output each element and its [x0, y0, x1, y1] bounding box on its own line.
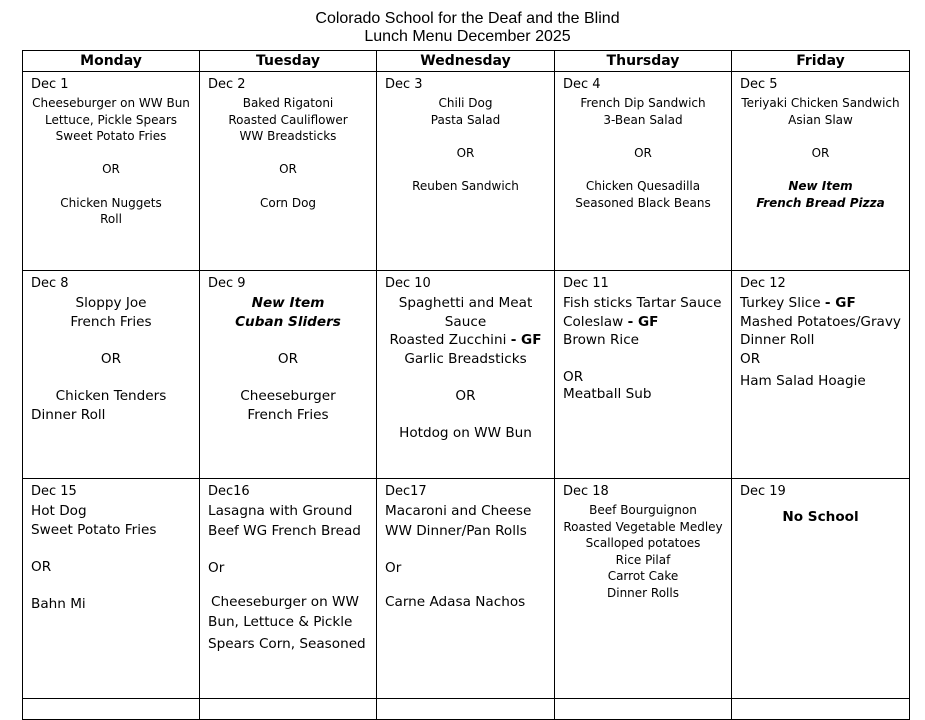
menu-item: Scalloped potatoes — [585, 536, 701, 551]
menu-item: Dinner Rolls — [607, 585, 679, 600]
menu-item: Macaroni and Cheese — [385, 503, 532, 519]
or-separator: OR — [455, 387, 476, 404]
menu-item: Roll — [100, 212, 122, 227]
menu-item: Carne Adasa Nachos — [385, 594, 526, 611]
menu-item: Chicken Quesadilla — [585, 178, 701, 193]
menu-item: Baked Rigatoni — [242, 96, 334, 110]
menu-item-name: Coleslaw — [563, 313, 624, 330]
menu-date: Dec 1 — [31, 77, 69, 92]
menu-item: Brown Rice — [563, 332, 640, 349]
menu-item: Lasagna with Ground — [208, 503, 353, 519]
menu-date: Dec 4 — [563, 77, 601, 92]
menu-cell — [732, 479, 910, 720]
menu-item: Mashed Potatoes/Gravy — [740, 313, 901, 330]
menu-item: Roasted Cauliflower — [228, 112, 348, 127]
menu-date: Dec 5 — [740, 77, 778, 92]
menu-cell — [377, 271, 555, 479]
menu-item: Hotdog on WW Bun — [399, 425, 532, 442]
menu-date: Dec 12 — [740, 276, 786, 291]
day-header-friday: Friday — [732, 51, 910, 72]
menu-item: Teriyaki Chicken Sandwich — [741, 96, 900, 110]
or-separator: OR — [563, 369, 584, 386]
menu-item: Beef WG French Bread — [208, 523, 361, 539]
menu-cell — [555, 271, 732, 479]
menu-item: Sauce — [444, 313, 487, 330]
week-row-2 — [23, 271, 910, 479]
menu-item: Corn Dog — [259, 195, 317, 210]
menu-date: Dec 15 — [31, 484, 77, 499]
menu-item: French Fries — [247, 406, 329, 423]
or-separator: OR — [102, 162, 120, 177]
menu-item: Spears Corn, Seasoned — [208, 636, 366, 653]
menu-item: Garlic Breadsticks — [404, 350, 527, 367]
menu-item: Ham Salad Hoagie — [740, 373, 866, 390]
menu-date: Dec 18 — [563, 484, 609, 499]
menu-item: Asian Slaw — [788, 112, 853, 127]
menu-cell — [200, 72, 377, 271]
menu-item: Fish sticks Tartar Sauce — [563, 295, 722, 311]
menu-item: Chili Dog — [438, 96, 493, 110]
menu-date: Dec 19 — [740, 484, 786, 499]
menu-item: Sloppy Joe — [75, 295, 147, 311]
menu-item: Bun, Lettuce & Pickle — [208, 614, 353, 631]
or-separator: OR — [811, 145, 830, 160]
menu-date: Dec17 — [385, 484, 427, 499]
day-header-thursday: Thursday — [555, 51, 732, 72]
menu-item — [563, 313, 723, 332]
gluten-free-badge: - GF — [824, 295, 856, 311]
new-item-label: New Item — [788, 178, 853, 193]
menu-item: Cuban Sliders — [235, 313, 341, 330]
no-school-label: No School — [782, 509, 859, 525]
menu-item: Chicken Nuggets — [60, 195, 162, 210]
menu-date: Dec16 — [208, 484, 250, 499]
week-row-1 — [23, 72, 910, 271]
menu-cell — [23, 72, 200, 271]
menu-item: Pasta Salad — [430, 112, 501, 127]
menu-item: Spaghetti and Meat — [398, 295, 533, 311]
menu-item: WW Breadsticks — [239, 129, 337, 144]
gluten-free-badge: - GF — [510, 332, 542, 349]
menu-item: Meatball Sub — [563, 385, 652, 402]
menu-date: Dec 2 — [208, 77, 246, 92]
menu-item: Roasted Vegetable Medley — [563, 519, 723, 534]
menu-item: 3-Bean Salad — [603, 112, 683, 127]
menu-item: Carrot Cake — [607, 569, 679, 584]
menu-item: French Bread Pizza — [756, 195, 885, 210]
menu-date: Dec 3 — [385, 77, 423, 92]
or-separator: OR — [100, 350, 122, 367]
school-title: Colorado School for the Deaf and the Blind — [315, 10, 620, 27]
week-row-3 — [23, 479, 910, 720]
or-separator: Or — [208, 559, 225, 576]
table-continuation-line — [22, 698, 909, 699]
day-header-monday: Monday — [23, 51, 200, 72]
menu-item: Sweet Potato Fries — [31, 521, 157, 538]
menu-date: Dec 9 — [208, 276, 246, 291]
menu-item: Hot Dog — [31, 503, 87, 519]
menu-item: French Dip Sandwich — [580, 96, 706, 110]
menu-date: Dec 8 — [31, 276, 69, 291]
menu-item: WW Dinner/Pan Rolls — [385, 523, 527, 539]
menu-cell — [555, 479, 732, 720]
menu-item: Cheeseburger on WW — [211, 594, 359, 611]
gluten-free-badge: - GF — [627, 313, 659, 330]
or-separator: OR — [456, 145, 475, 160]
or-separator: Or — [385, 559, 402, 576]
or-separator: OR — [279, 162, 297, 177]
menu-item: Lettuce, Pickle Spears — [44, 112, 178, 127]
menu-item: Rice Pilaf — [615, 552, 671, 567]
menu-cell — [23, 479, 200, 720]
menu-item: Cheeseburger on WW Bun — [32, 96, 190, 110]
menu-cell — [23, 271, 200, 479]
menu-item: Sweet Potato Fries — [55, 129, 167, 144]
day-header-wednesday: Wednesday — [377, 51, 555, 72]
menu-item: Cheeseburger — [240, 387, 336, 404]
menu-cell — [732, 271, 910, 479]
menu-item — [385, 331, 546, 350]
day-header-tuesday: Tuesday — [200, 51, 377, 72]
menu-item: Chicken Tenders — [55, 387, 167, 404]
menu-item: Reuben Sandwich — [412, 178, 519, 193]
day-header-row — [23, 51, 910, 72]
menu-date: Dec 11 — [563, 276, 609, 291]
menu-item: Dinner Roll — [31, 406, 106, 423]
menu-header — [0, 10, 925, 46]
menu-cell — [732, 72, 910, 271]
new-item-label: New Item — [251, 295, 325, 311]
menu-item — [740, 294, 901, 313]
menu-cell — [555, 72, 732, 271]
menu-item: French Fries — [70, 313, 152, 330]
or-separator: OR — [634, 145, 652, 160]
menu-subtitle: Lunch Menu December 2025 — [364, 28, 571, 45]
menu-cell — [200, 271, 377, 479]
lunch-menu-table — [22, 50, 910, 720]
menu-item: Dinner Roll — [740, 332, 815, 349]
menu-item-name: Turkey Slice — [740, 295, 821, 311]
menu-date: Dec 10 — [385, 276, 431, 291]
menu-item: Bahn Mi — [31, 595, 86, 612]
menu-item-name: Roasted Zucchini — [389, 332, 507, 349]
menu-cell — [377, 479, 555, 720]
or-separator: OR — [740, 350, 761, 367]
or-separator: OR — [277, 350, 299, 367]
or-separator: OR — [31, 558, 52, 575]
menu-item: Seasoned Black Beans — [575, 195, 711, 210]
menu-item: Beef Bourguignon — [589, 503, 697, 517]
menu-cell — [200, 479, 377, 720]
menu-cell — [377, 72, 555, 271]
